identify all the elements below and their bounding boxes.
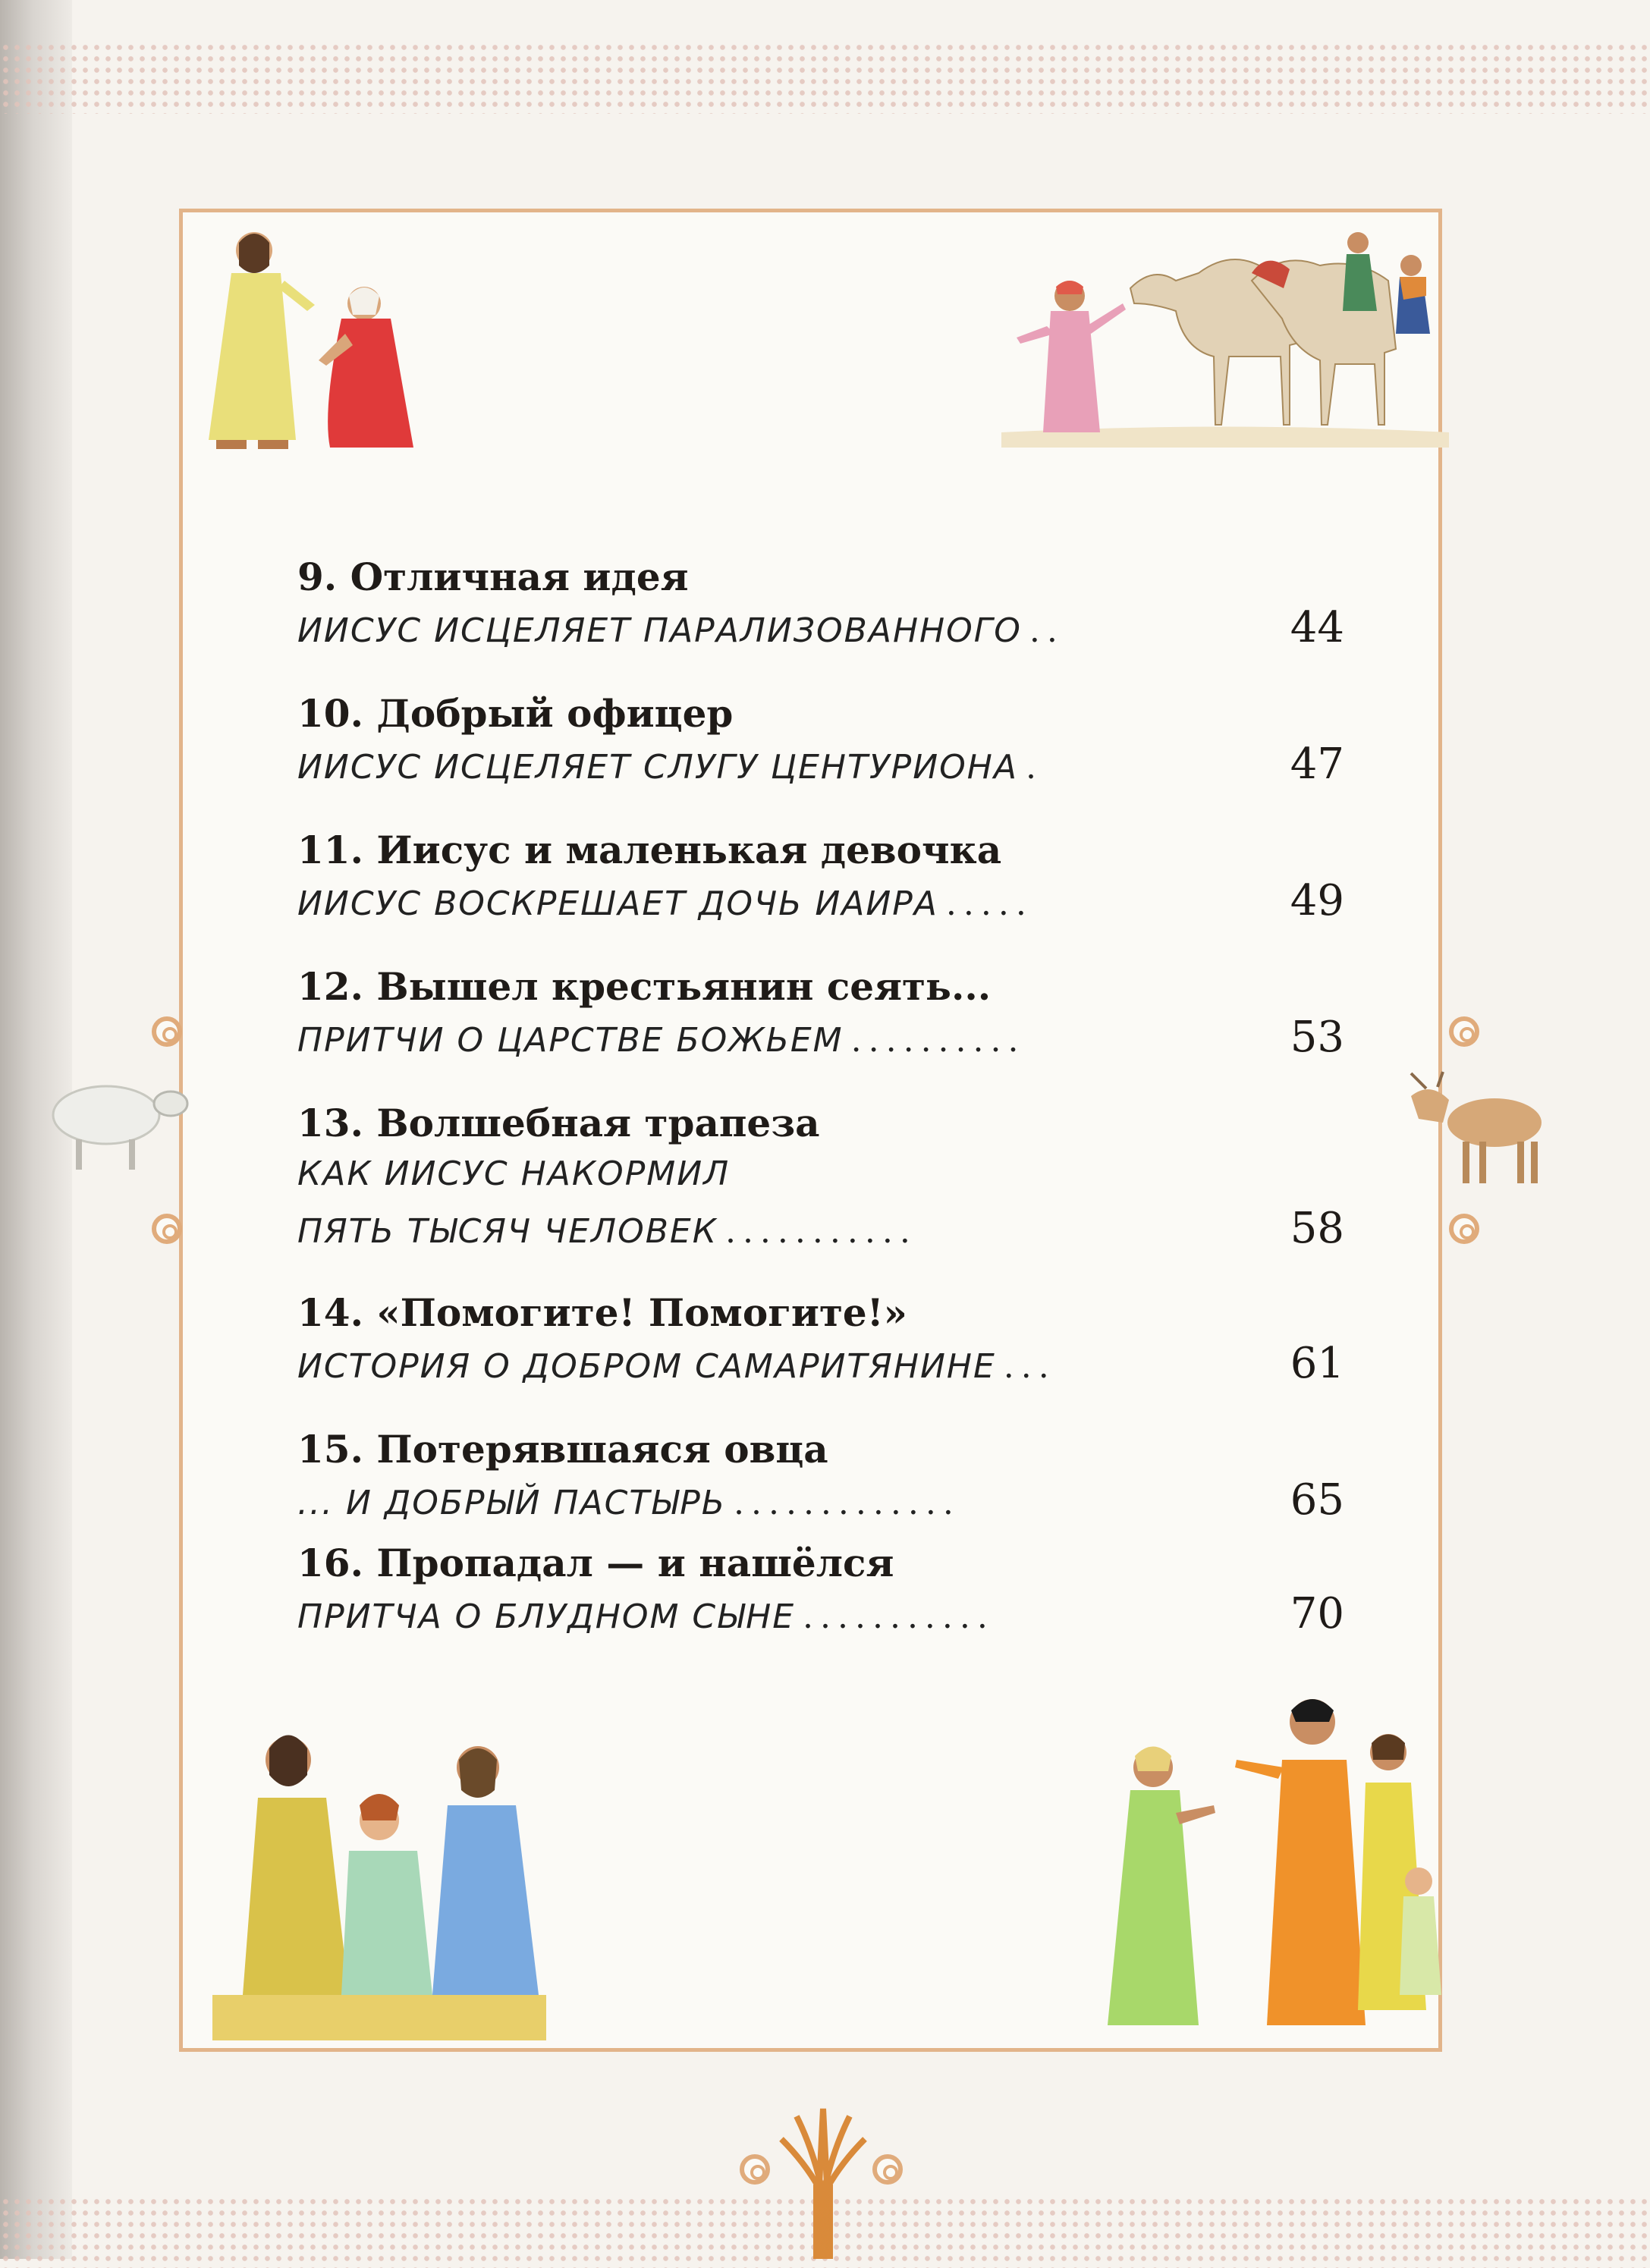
toc-entry	[297, 963, 1344, 1068]
chapter-subtitle: ИИСУС ИСЦЕЛЯЕТ ПАРАЛИЗОВАННОГО	[297, 611, 1022, 650]
chapter-subtitle-line	[297, 874, 1344, 931]
chapter-subtitle: ИИСУС ИСЦЕЛЯЕТ СЛУГУ ЦЕНТУРИОНА	[297, 748, 1018, 787]
spiral-ornament-left-lower	[152, 1214, 182, 1244]
wheat-sheaf-ornament	[766, 2094, 880, 2259]
chapter-subtitle: ПРИТЧА О БЛУДНОМ СЫНЕ	[297, 1597, 796, 1636]
chapter-title: 9. Отличная идея	[297, 554, 689, 599]
page-number: 49	[1290, 876, 1344, 925]
illustration-prodigal-son	[1047, 1631, 1457, 2048]
illustration-healing-figures	[193, 220, 451, 463]
chapter-subtitle-line	[297, 1473, 1344, 1531]
spiral-ornament-right-upper	[1449, 1016, 1479, 1047]
toc-entry	[297, 690, 1344, 795]
dot-leader: ...........	[724, 1212, 917, 1251]
chapter-subtitle: ПЯТЬ ТЫСЯЧ ЧЕЛОВЕК	[297, 1212, 718, 1251]
dot-leader: .....	[945, 884, 1033, 923]
page-number: 53	[1290, 1013, 1344, 1062]
dot-leader: .............	[734, 1484, 960, 1522]
dot-leader: .	[1025, 748, 1043, 787]
dot-leader: ..........	[850, 1021, 1026, 1060]
illustration-sheep	[46, 1070, 197, 1176]
toc-entry	[297, 1426, 1344, 1531]
toc-entry	[297, 827, 1344, 931]
chapter-title: 10. Добрый офицер	[297, 691, 734, 736]
chapter-subtitle: ... И ДОБРЫЙ ПАСТЫРЬ	[297, 1484, 726, 1522]
chapter-subtitle-line	[297, 1147, 1344, 1202]
chapter-subtitle-line	[297, 601, 1344, 658]
chapter-title: 15. Потерявшаяся овца	[297, 1427, 828, 1472]
chapter-title: 13. Волшебная трапеза	[297, 1101, 820, 1145]
illustration-caravan	[1001, 205, 1449, 455]
page-number: 44	[1290, 603, 1344, 652]
page-number: 65	[1290, 1475, 1344, 1525]
chapter-title: 14. «Помогите! Помогите!»	[297, 1290, 907, 1335]
page-number: 47	[1290, 740, 1344, 789]
page-number: 58	[1290, 1204, 1344, 1253]
page-number: 61	[1290, 1339, 1344, 1388]
chapter-title: 12. Вышел крестьянин сеять...	[297, 964, 992, 1009]
chapter-subtitle: ИСТОРИЯ О ДОБРОМ САМАРИТЯНИНЕ	[297, 1347, 996, 1386]
toc-entry	[297, 1540, 1344, 1644]
dot-leader: ...	[1003, 1347, 1056, 1386]
spiral-ornament-left-upper	[152, 1016, 182, 1047]
spiral-ornament-right-lower	[1449, 1214, 1479, 1244]
toc-entry	[297, 1100, 1344, 1259]
chapter-subtitle: ИИСУС ВОСКРЕШАЕТ ДОЧЬ ИАИРА	[297, 884, 938, 923]
chapter-title: 16. Пропадал — и нашёлся	[297, 1541, 894, 1585]
toc-entry	[297, 1289, 1344, 1394]
page-number: 70	[1290, 1589, 1344, 1638]
chapter-subtitle-line	[297, 737, 1344, 795]
chapter-subtitle: ПРИТЧИ О ЦАРСТВЕ БОЖЬЕМ	[297, 1021, 844, 1060]
spiral-ornament-bottom-left	[740, 2154, 770, 2185]
dot-leader: ..	[1029, 611, 1064, 650]
dotted-border-top	[0, 42, 1650, 114]
chapter-subtitle-line	[297, 1010, 1344, 1068]
illustration-goat	[1396, 1066, 1555, 1195]
dot-leader: ...........	[803, 1597, 995, 1636]
chapter-subtitle-line	[297, 1587, 1344, 1644]
chapter-subtitle: КАК ИИСУС НАКОРМИЛ	[297, 1154, 731, 1193]
chapter-subtitle-line	[297, 1202, 1344, 1259]
chapter-title: 11. Иисус и маленькая девочка	[297, 828, 1002, 872]
chapter-subtitle-line	[297, 1337, 1344, 1394]
illustration-family-group	[197, 1692, 561, 2048]
toc-entry	[297, 554, 1344, 658]
